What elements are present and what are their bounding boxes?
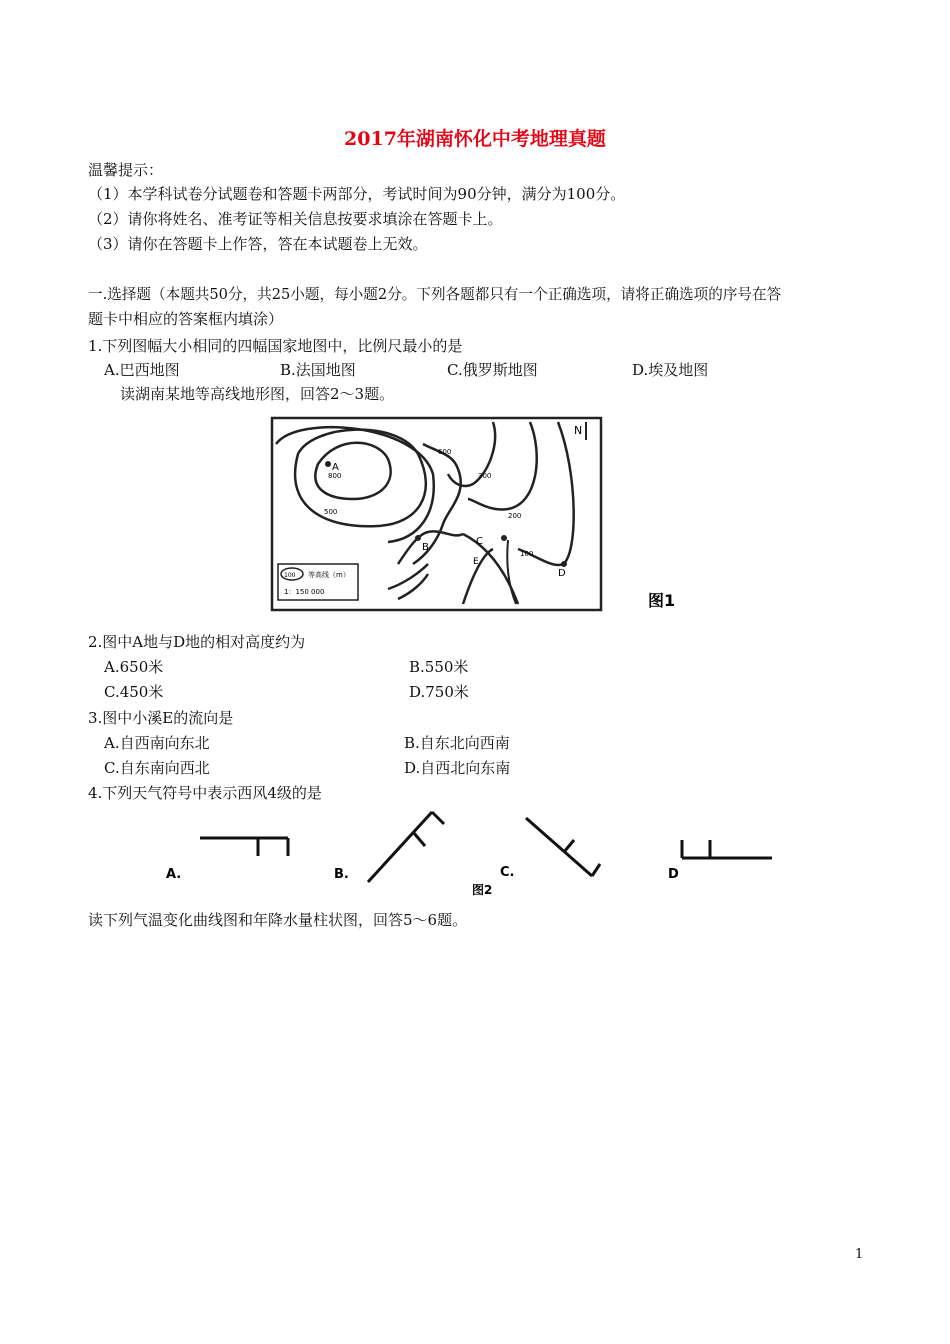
question-2-stem: 2.图中A地与D地的相对高度约为 bbox=[88, 633, 306, 651]
contour-line bbox=[518, 422, 574, 565]
question-3-option-a: A.自西南向东北 bbox=[104, 734, 210, 752]
tip-item: （1）本学科试卷分试题卷和答题卡两部分，考试时间为90分钟，满分为100分。 bbox=[88, 185, 626, 203]
section-intro: 一.选择题（本题共50分，共25小题，每小题2分。下列各题都只有一个正确选项，请将正确选项的序号在答 bbox=[88, 286, 782, 303]
tips-heading: 温馨提示： bbox=[88, 161, 164, 179]
question-2-option-c: C.450米 bbox=[104, 683, 164, 701]
contour-value: 500 bbox=[324, 508, 338, 516]
point-marker bbox=[501, 535, 507, 541]
contour-line bbox=[388, 564, 428, 589]
point-marker bbox=[325, 461, 331, 467]
question-3-option-b: B.自东北向西南 bbox=[404, 734, 510, 752]
point-label: B bbox=[422, 542, 429, 553]
question-2-option-d: D.750米 bbox=[409, 683, 469, 701]
contour-line bbox=[315, 443, 390, 499]
question-1-option-d: D.埃及地图 bbox=[632, 361, 709, 379]
wind-symbol-a-label: A. bbox=[166, 867, 182, 882]
question-3-option-c: C.自东南向西北 bbox=[104, 759, 210, 777]
figure-caption: 图1 bbox=[648, 591, 676, 610]
tip-item: （3）请你在答题卡上作答，答在本试题卷上无效。 bbox=[88, 235, 428, 253]
contour-value: 600 bbox=[438, 448, 452, 456]
wind-symbol-c bbox=[526, 818, 600, 876]
question-4-stem: 4.下列天气符号中表示西风4级的是 bbox=[88, 784, 322, 802]
reading-prompt-2: 读下列气温变化曲线图和年降水量柱状图，回答5～6题。 bbox=[88, 911, 468, 929]
question-3-stem: 3.图中小溪E的流向是 bbox=[88, 709, 234, 727]
figure-caption: 图2 bbox=[472, 883, 493, 897]
point-label: A bbox=[332, 462, 339, 473]
wind-symbol-d-label: D bbox=[668, 867, 679, 882]
question-1-option-b: B.法国地图 bbox=[280, 361, 356, 379]
question-1-option-a: A.巴西地图 bbox=[104, 361, 180, 379]
question-1-stem: 1.下列图幅大小相同的四幅国家地图中，比例尺最小的是 bbox=[88, 337, 463, 355]
reading-prompt-1: 读湖南某地等高线地形图，回答2～3题。 bbox=[120, 385, 395, 403]
page-title: 2017年湖南怀化中考地理真题 bbox=[344, 128, 606, 150]
point-marker bbox=[561, 561, 567, 567]
point-label: E bbox=[473, 557, 479, 567]
contour-value: 100 bbox=[520, 550, 534, 558]
contour-value: 300 bbox=[478, 472, 492, 480]
page-number: 1 bbox=[855, 1247, 864, 1262]
contour-value: 800 bbox=[328, 472, 342, 480]
wind-symbol-b-label: B. bbox=[334, 867, 349, 882]
legend-text: 等高线（m） bbox=[308, 571, 350, 579]
contour-value: 200 bbox=[508, 512, 522, 520]
tip-item: （2）请你将姓名、准考证等相关信息按要求填涂在答题卡上。 bbox=[88, 210, 503, 228]
wind-symbol-d bbox=[682, 840, 772, 858]
question-2-option-a: A.650米 bbox=[104, 658, 164, 676]
contour-line bbox=[468, 422, 537, 509]
question-2-option-b: B.550米 bbox=[409, 658, 469, 676]
wind-symbol-a bbox=[200, 838, 288, 856]
point-marker bbox=[415, 535, 421, 541]
contour-map-figure bbox=[268, 414, 708, 614]
section-intro-cont: 题卡中相应的答案框内填涂） bbox=[88, 310, 284, 328]
wind-symbol-b bbox=[368, 812, 444, 882]
contour-line bbox=[463, 534, 518, 604]
question-1-option-c: C.俄罗斯地图 bbox=[447, 361, 538, 379]
legend-contour-value: 100 bbox=[284, 572, 296, 579]
question-3-option-d: D.自西北向东南 bbox=[404, 759, 511, 777]
north-label: N bbox=[574, 424, 583, 437]
wind-symbols-figure bbox=[160, 810, 780, 900]
point-label: D bbox=[558, 568, 566, 579]
wind-symbol-c-label: C. bbox=[500, 865, 515, 880]
point-label: C bbox=[476, 536, 483, 547]
legend-scale: 1：150 000 bbox=[284, 588, 325, 596]
